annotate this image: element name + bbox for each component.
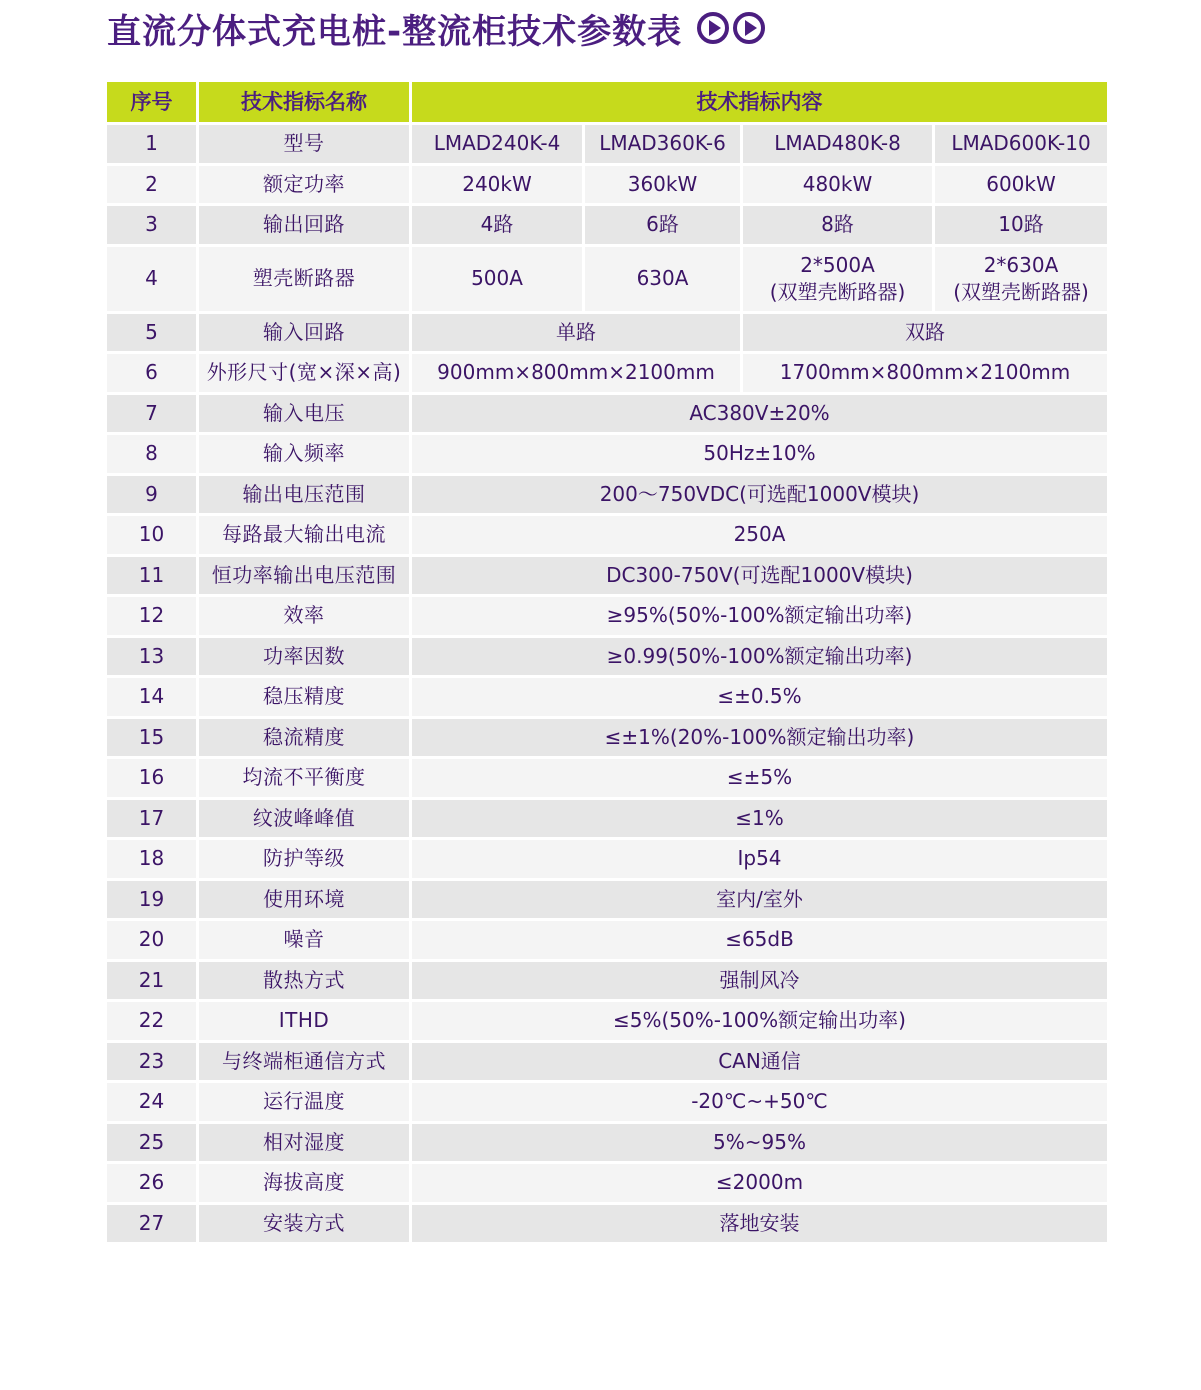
row-value: DC300-750V(可选配1000V模块): [412, 557, 1107, 598]
row-no: 1: [107, 125, 199, 166]
table-row: [107, 1124, 1107, 1165]
row-name: 恒功率输出电压范围: [199, 557, 412, 598]
row-no: 10: [107, 516, 199, 557]
row-no: 24: [107, 1083, 199, 1124]
table-row: [107, 557, 1107, 598]
page-title-text: 直流分体式充电桩-整流柜技术参数表: [107, 11, 683, 52]
row-name: ITHD: [199, 1002, 412, 1043]
row-value: 10路: [935, 206, 1107, 247]
table-row: [107, 678, 1107, 719]
table-row: [107, 719, 1107, 760]
row-value-main: 2*500A: [800, 252, 875, 277]
row-no: 3: [107, 206, 199, 247]
row-no: 17: [107, 800, 199, 841]
row-name: 相对湿度: [199, 1124, 412, 1165]
row-value: LMAD600K-10: [935, 125, 1107, 166]
table-row: [107, 314, 1107, 355]
row-no: 15: [107, 719, 199, 760]
row-no: 20: [107, 921, 199, 962]
row-no: 16: [107, 759, 199, 800]
row-value: 8路: [743, 206, 935, 247]
row-value: ≤2000m: [412, 1164, 1107, 1205]
table-header-row: [107, 82, 1107, 125]
row-no: 18: [107, 840, 199, 881]
row-value: LMAD360K-6: [585, 125, 743, 166]
row-value: 4路: [412, 206, 585, 247]
row-value: ≤±5%: [412, 759, 1107, 800]
row-value: CAN通信: [412, 1043, 1107, 1084]
header-name: 技术指标名称: [199, 82, 412, 125]
table-row: [107, 759, 1107, 800]
table-row: [107, 206, 1107, 247]
row-name: 输入频率: [199, 435, 412, 476]
play-icons: [696, 11, 766, 45]
table-row: [107, 435, 1107, 476]
row-name: 每路最大输出电流: [199, 516, 412, 557]
row-value: ≥95%(50%-100%额定输出功率): [412, 597, 1107, 638]
row-name: 防护等级: [199, 840, 412, 881]
row-name: 输入回路: [199, 314, 412, 355]
row-no: 9: [107, 476, 199, 517]
row-value: LMAD240K-4: [412, 125, 585, 166]
row-no: 14: [107, 678, 199, 719]
row-value: ≤1%: [412, 800, 1107, 841]
table-row: [107, 921, 1107, 962]
row-value: AC380V±20%: [412, 395, 1107, 436]
table-row: [107, 166, 1107, 207]
row-value: 双路: [743, 314, 1107, 355]
row-no: 6: [107, 354, 199, 395]
row-value: 600kW: [935, 166, 1107, 207]
row-no: 8: [107, 435, 199, 476]
table-row: [107, 840, 1107, 881]
header-content: 技术指标内容: [412, 82, 1107, 125]
row-no: 13: [107, 638, 199, 679]
row-name: 与终端柜通信方式: [199, 1043, 412, 1084]
row-name: 安装方式: [199, 1205, 412, 1246]
row-value: LMAD480K-8: [743, 125, 935, 166]
row-no: 11: [107, 557, 199, 598]
table-row: [107, 1002, 1107, 1043]
row-value: 1700mm×800mm×2100mm: [743, 354, 1107, 395]
row-value: 单路: [412, 314, 743, 355]
row-no: 23: [107, 1043, 199, 1084]
row-value: 250A: [412, 516, 1107, 557]
row-name: 噪音: [199, 921, 412, 962]
row-name: 稳流精度: [199, 719, 412, 760]
table-row: [107, 638, 1107, 679]
row-no: 25: [107, 1124, 199, 1165]
row-name: 稳压精度: [199, 678, 412, 719]
row-value: ≥0.99(50%-100%额定输出功率): [412, 638, 1107, 679]
table-row: [107, 881, 1107, 922]
row-name: 外形尺寸(宽×深×高): [199, 354, 412, 395]
row-no: 27: [107, 1205, 199, 1246]
spec-table: [107, 82, 1107, 1245]
row-value: ≤5%(50%-100%额定输出功率): [412, 1002, 1107, 1043]
row-name: 型号: [199, 125, 412, 166]
table-row: [107, 1164, 1107, 1205]
row-name: 额定功率: [199, 166, 412, 207]
row-value: -20℃~+50℃: [412, 1083, 1107, 1124]
table-row: [107, 1205, 1107, 1246]
row-value: 6路: [585, 206, 743, 247]
table-row: [107, 1043, 1107, 1084]
row-no: 12: [107, 597, 199, 638]
row-value-note: (双塑壳断路器): [769, 279, 906, 304]
row-value: 900mm×800mm×2100mm: [412, 354, 743, 395]
row-name: 效率: [199, 597, 412, 638]
row-name: 输入电压: [199, 395, 412, 436]
row-value: 630A: [585, 247, 743, 314]
play-icon: [732, 11, 766, 45]
table-row: [107, 516, 1107, 557]
row-value-note: (双塑壳断路器): [953, 279, 1089, 304]
row-name: 散热方式: [199, 962, 412, 1003]
row-name: 使用环境: [199, 881, 412, 922]
row-value-multi: [935, 247, 1107, 314]
row-no: 2: [107, 166, 199, 207]
row-name: 均流不平衡度: [199, 759, 412, 800]
row-value: ≤±1%(20%-100%额定输出功率): [412, 719, 1107, 760]
table-row: [107, 962, 1107, 1003]
row-value: 240kW: [412, 166, 585, 207]
row-value: 500A: [412, 247, 585, 314]
row-value: 50Hz±10%: [412, 435, 1107, 476]
table-row: [107, 125, 1107, 166]
row-value: 强制风冷: [412, 962, 1107, 1003]
row-no: 22: [107, 1002, 199, 1043]
row-no: 7: [107, 395, 199, 436]
row-name: 功率因数: [199, 638, 412, 679]
page-title: [107, 4, 766, 52]
row-value: 360kW: [585, 166, 743, 207]
table-row: [107, 354, 1107, 395]
row-value: ≤65dB: [412, 921, 1107, 962]
row-no: 19: [107, 881, 199, 922]
row-no: 21: [107, 962, 199, 1003]
row-value: 落地安装: [412, 1205, 1107, 1246]
row-value-multi: [743, 247, 935, 314]
row-no: 26: [107, 1164, 199, 1205]
header-no: 序号: [107, 82, 199, 125]
row-name: 塑壳断路器: [199, 247, 412, 314]
table-row: [107, 597, 1107, 638]
row-value: 室内/室外: [412, 881, 1107, 922]
table-row: [107, 395, 1107, 436]
row-value: 200～750VDC(可选配1000V模块): [412, 476, 1107, 517]
table-row: [107, 247, 1107, 314]
row-no: 5: [107, 314, 199, 355]
row-value: Ip54: [412, 840, 1107, 881]
row-name: 输出回路: [199, 206, 412, 247]
row-name: 输出电压范围: [199, 476, 412, 517]
row-no: 4: [107, 247, 199, 314]
row-value: 480kW: [743, 166, 935, 207]
play-icon: [696, 11, 730, 45]
table-row: [107, 800, 1107, 841]
row-value-main: 2*630A: [983, 252, 1059, 277]
table-row: [107, 476, 1107, 517]
row-name: 海拔高度: [199, 1164, 412, 1205]
row-name: 运行温度: [199, 1083, 412, 1124]
row-value: 5%~95%: [412, 1124, 1107, 1165]
row-value: ≤±0.5%: [412, 678, 1107, 719]
table-row: [107, 1083, 1107, 1124]
row-name: 纹波峰峰值: [199, 800, 412, 841]
